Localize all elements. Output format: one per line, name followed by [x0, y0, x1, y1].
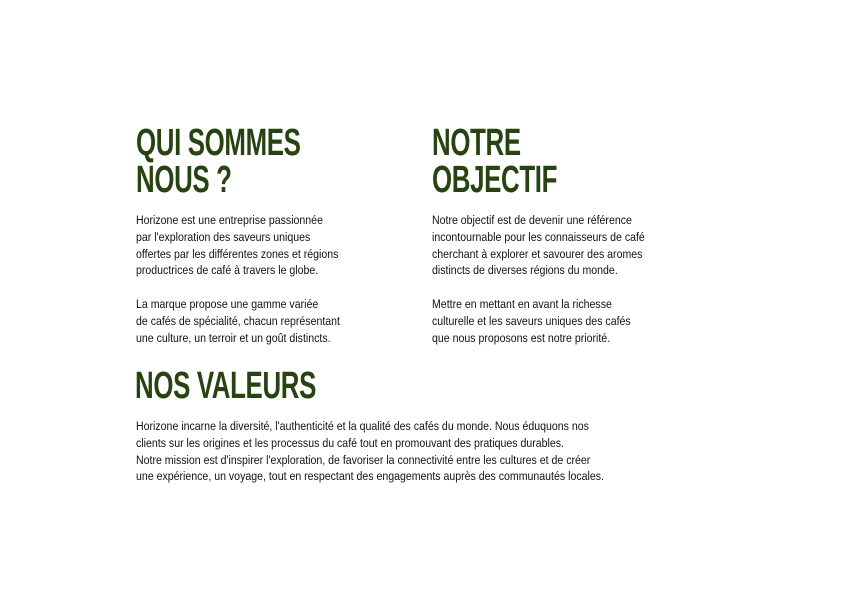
heading-notre-objectif — [432, 122, 558, 201]
text-line: distincts de diverses régions du monde. — [432, 263, 618, 278]
heading-line: QUI SOMMES — [136, 122, 301, 164]
text-line: que nous proposons est notre priorité. — [432, 330, 611, 345]
text-line: Mettre en mettant en avant la richesse — [432, 296, 612, 311]
heading-nos-valeurs — [135, 365, 316, 407]
paragraph-nos-valeurs — [136, 418, 680, 485]
text-line: productrices de café à travers le globe. — [136, 263, 319, 278]
paragraph-gap — [136, 279, 373, 296]
paragraph-qui-sommes-nous — [136, 212, 373, 346]
heading-line: NOUS ? — [136, 159, 232, 201]
text-line: Horizone incarne la diversité, l'authenticité et la qualité des cafés du monde. Nous éduquons nos — [136, 419, 589, 433]
text-line: Notre objectif est de devenir une référence — [432, 213, 632, 227]
heading-line: OBJECTIF — [432, 159, 558, 201]
paragraph-notre-objectif — [432, 212, 679, 346]
heading-line: NOTRE — [432, 122, 521, 164]
text-line: Horizone est une entreprise passionnée — [136, 213, 323, 227]
text-line: clients sur les origines et les processus du café tout en promouvant des pratiques durables. — [136, 435, 564, 450]
text-line: culturelle et les saveurs uniques des cafés — [432, 313, 631, 328]
heading-line: NOS VALEURS — [135, 365, 316, 407]
text-line: La marque propose une gamme variée — [136, 296, 319, 311]
paragraph-gap — [432, 279, 679, 296]
text-line: Notre mission est d'inspirer l'exploration, de favoriser la connectivité entre les cultures et de créer — [136, 452, 591, 467]
text-line: offertes par les différentes zones et régions — [136, 246, 339, 261]
heading-qui-sommes-nous — [136, 122, 301, 201]
text-line: cherchant à explorer et savourer des aromes — [432, 246, 643, 261]
text-line: de cafés de spécialité, chacun représentant — [136, 313, 341, 328]
text-line: par l'exploration des saveurs uniques — [136, 229, 311, 244]
text-line: incontournable pour les connaisseurs de café — [432, 229, 645, 244]
text-line: une culture, un terroir et un goût distincts. — [136, 330, 331, 345]
text-line: une expérience, un voyage, tout en respectant des engagements auprès des communautés locales. — [136, 469, 604, 484]
